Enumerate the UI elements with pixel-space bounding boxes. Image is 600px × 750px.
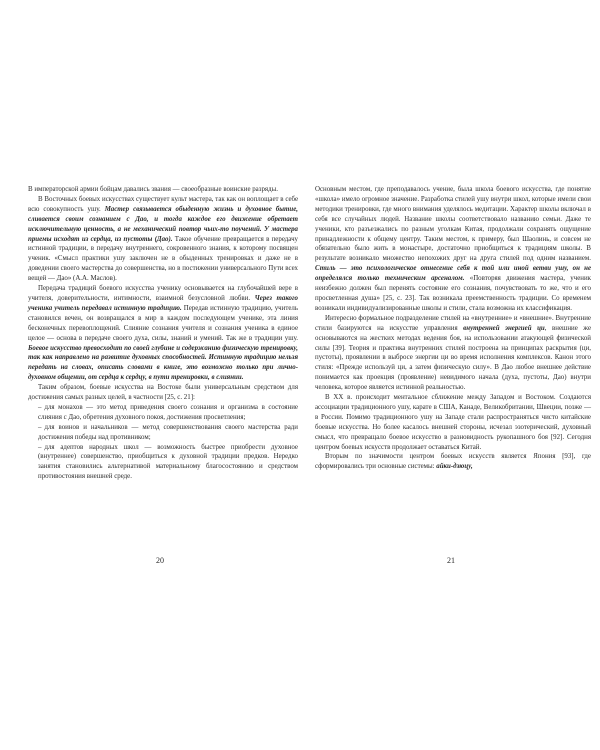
emphasized-text: внутренней энергией ци [463, 324, 545, 332]
text-run: Передача традиций боевого искусства ученику основывается на глубочайшей вере в учителя, доверительности, интимности, взаимной безусловной любви. [28, 285, 298, 302]
text-run: Таким образом, боевые искусства на Востоке были универсальным средством для достижения самых разных целей, в частности [25, с. 21]: [28, 384, 298, 402]
emphasized-text: Стиль — это психологическое отнесение себя к той или иной ветви ушу, он не определялся только техническим арсеналом. [315, 265, 591, 283]
page-number-right: 21 [447, 556, 455, 565]
left-page [28, 185, 298, 482]
left-page-text [28, 185, 298, 403]
paragraph [28, 284, 298, 383]
text-run: В XX в. происходит ментальное сближение между Западом и Востоком. Создаются ассоциации традиционного ушу, карате в США, Канаде, Великобритании, Швеции, позже — в России. Помимо традиционного ушу на Западе стали распространяться чисто китайские боевые искусства. Но более касалось внешней стороны, исчезал эзотерический, духовный смысл, что превращало боевое искусство в разновидность рукопашного боя [92]. Сегодня центром боевых искусств продолжает оставаться Китай. [315, 394, 591, 451]
list-item: – для адептов народных школ — возможность быстрее приобрести духовное (внутреннее) совершенство, приобщиться к духовной традиции предков. Нередко занятия становились альтернативой материальному благосостоянию и средством противостояния внешней среде. [28, 443, 298, 483]
text-run: Интересно формальное подразделение стилей на «внутренние» и «внешние». Внутренние стили базируются на искусстве управления [315, 314, 591, 332]
text-run: В Восточных боевых искусствах существует культ мастера, так как он воплощает в себе всю совокупность ушу. [28, 195, 298, 213]
right-page [315, 185, 591, 472]
text-run: , внешние же основываются на жестких методах ведения боя, на использовании атакующей физической силы [39]. Теория и практика внутренних стилей построена на принципах раскрытия (ци, пустоты), проявлении в выбросе энергии ци во время исполнения комплексов. Канон этого стиля: «Прежде используй ци, а затем физическую силу». В Дао любое внешнее действие понимается как проекция (проявление) невидимого начала (духа, пустоты, Дао) внутри человека, которое является истинной реальностью. [315, 324, 592, 392]
page-number-left: 20 [156, 556, 164, 565]
paragraph [315, 452, 591, 472]
text-run: В императорской армии бойцам давались звания — своеобразные воинские разряды. [28, 186, 278, 193]
emphasized-text: айки-дзюцу, [436, 463, 473, 471]
paragraph [28, 383, 298, 403]
list-item: – для воинов и начальников — метод совершенствования своего мастерства ради достижения победы над противником; [28, 423, 298, 443]
list-item: – для монахов — это метод приведения своего сознания и организма в состояние слияния с Дао, обретения духовного покоя, достижения просветления; [28, 403, 298, 423]
emphasized-text: Мастер связывается обыденную жизнь и духовное бытие, сливается своим сознанием с Дао, и тогда каждое его движение обретает исключительную ценность, а не механический повтор чьих-то поучений. У мастера приемы исходят из сердца, из пустоты (Дао). [28, 205, 298, 243]
text-run: Передав истинную традицию, учитель становился вечен, он возвращался в мир в каждом последующем ученике, эта линия бесконечных перевоплощений. Слияние сознания учителя и сознания ученика в единое целое — основа в передаче своего духа, силы, знаний и умений. Так же в традиции ушу. [28, 304, 298, 342]
text-run: Такое обучение превращается в передачу истинной традиции, в передачу внутреннего, сокровенного знания, к которому посвящен ученик. «Смысл практики ушу заключен не в обыденных тренировках и даже не в доведении своего мастерства до совершенства, но в постижении универсального Пути всех вещей — Дао» (А.А. Маслов). [28, 235, 298, 283]
paragraph [315, 185, 591, 314]
right-page-text [315, 185, 591, 472]
paragraph [315, 393, 591, 452]
text-run: Вторым по значимости центром боевых искусств является Япония [93], где сформировались три основные системы: [315, 453, 591, 471]
text-run: «Повторяя движения мастера, ученик неизбежно должен был перенять состояние его сознания, почувствовать то же, что и его просветленная душа» [25, с. 23]. Так возникала преемственность традиции. Со временем возникали индивидуализированные школы и стили, стала возможна их классификация. [315, 275, 591, 312]
left-page-list [28, 403, 298, 482]
paragraph [28, 195, 298, 284]
paragraph [315, 314, 591, 393]
emphasized-text: Боевое искусство превосходит по своей глубине и содержанию физическую тренировку, так как направлено на развитие духовных способностей. Истинную традицию нельзя передать на словах, описать словами в книге, это возможно только при лично-духовном общении, от сердца к сердцу, в пути тренировки, в слиянии. [28, 344, 298, 382]
paragraph [28, 185, 298, 195]
emphasized-text: Через такого ученика учитель передавал истинную традицию. [28, 294, 298, 312]
text-run: Основным местом, где преподавалось учение, была школа боевого искусства, где понятие «школа» имело огромное значение. Разработка стилей ушу внутри школ, которые имели свои методики тренировки, где много внимания уделялось медитации. Характер школы включал в себя все случайных людей. Название школы соответствовало названию семьи. Даже те ученики, кто разъезжались по разным уголкам Китая, продолжали сохранять ощущение принадлежности к общему центру. Таким местом, к примеру, был Шаолинь, и совсем не обязательно было жить в монастыре, достаточно приобщиться к традициям школы. В результате возникало множество непохожих друг на друга стилей под одним названием. [315, 186, 591, 263]
